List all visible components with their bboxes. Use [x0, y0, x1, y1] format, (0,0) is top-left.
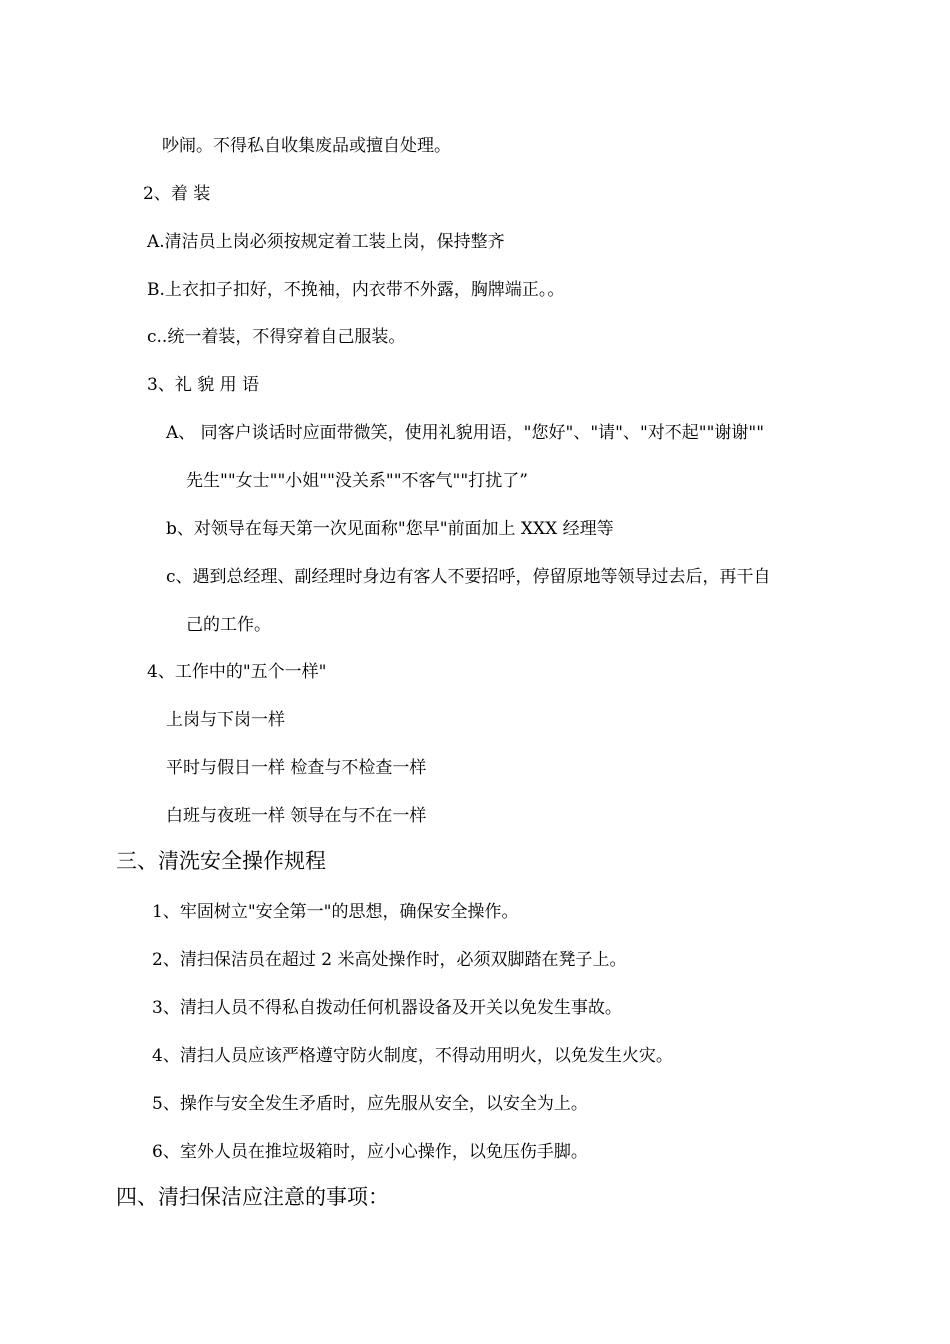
dress-heading: 2、着 装 — [143, 184, 211, 204]
safety-item-3: 3、清扫人员不得私自拨动任何机器设备及开关以免发生事故。 — [152, 998, 622, 1018]
five-same-line1: 上岗与下岗一样 — [166, 710, 285, 730]
courtesy-item-b: b、对领导在每天第一次见面称"您早"前面加上 XXX 经理等 — [166, 519, 614, 539]
safety-item-2: 2、清扫保洁员在超过 2 米高处操作时，必须双脚踏在凳子上。 — [152, 950, 627, 970]
five-same-line2: 平时与假日一样 检查与不检查一样 — [166, 758, 427, 778]
safety-item-5: 5、操作与安全发生矛盾时，应先服从安全，以安全为上。 — [152, 1094, 588, 1114]
five-same-heading: 4、工作中的"五个一样" — [147, 662, 327, 682]
courtesy-item-a-line2: 先生""女士""小姐""没关系""不客气""打扰了” — [186, 471, 528, 491]
safety-item-4: 4、清扫人员应该严格遵守防火制度，不得动用明火，以免发生火灾。 — [152, 1046, 673, 1066]
safety-item-6: 6、室外人员在推垃圾箱时，应小心操作，以免压伤手脚。 — [152, 1142, 588, 1162]
dress-item-a: A.清洁员上岗必须按规定着工装上岗，保持整齐 — [147, 232, 505, 252]
courtesy-item-c-line1: c、遇到总经理、副经理时身边有客人不要招呼，停留原地等领导过去后，再干自 — [166, 567, 771, 587]
courtesy-item-c-line2: 己的工作。 — [186, 615, 271, 635]
five-same-line3: 白班与夜班一样 领导在与不在一样 — [166, 806, 427, 826]
dress-item-b: B.上衣扣子扣好，不挽袖，内衣带不外露，胸牌端正。。 — [147, 280, 565, 300]
continuation-text: 吵闹。不得私自收集废品或擅自处理。 — [162, 136, 451, 156]
safety-item-1: 1、牢固树立"安全第一"的思想，确保安全操作。 — [152, 902, 519, 922]
courtesy-heading: 3、礼 貌 用 语 — [147, 375, 260, 395]
section3-heading: 三、清洗安全操作规程 — [116, 849, 326, 873]
section4-heading: 四、清扫保洁应注意的事项： — [116, 1185, 389, 1209]
dress-item-c: c..统一着装，不得穿着自己服装。 — [147, 327, 406, 347]
courtesy-item-a-line1: A、 同客户谈话时应面带微笑，使用礼貌用语，"您好"、"请"、"对不起""谢谢"" — [166, 423, 765, 443]
